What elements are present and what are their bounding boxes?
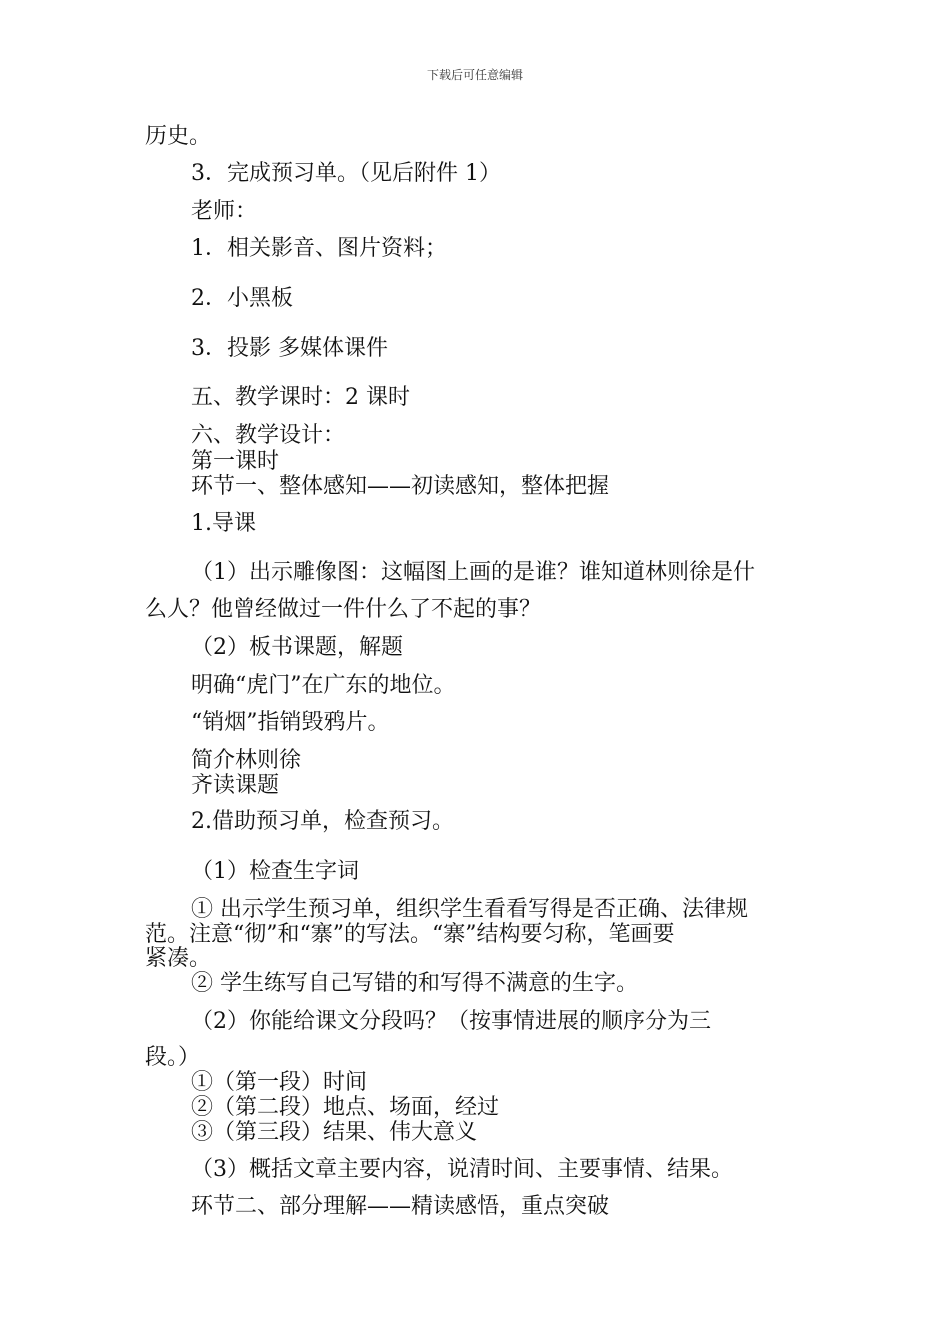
text-line: 齐读课题 <box>191 773 280 798</box>
text-line: 环节二、部分理解——精读感悟，重点突破 <box>191 1194 610 1219</box>
text-line: 段。） <box>145 1045 201 1070</box>
text-line: （2）你能给课文分段吗？（按事情进展的顺序分为三 <box>191 1009 711 1034</box>
text-line: ①（第一段）时间 <box>191 1070 368 1095</box>
page-header: 下载后可任意编辑 <box>426 68 523 82</box>
text-line: （1）检查生字词 <box>191 859 359 884</box>
text-line: 范。注意“彻”和“寨”的写法。“寨”结构要匀称，笔画要 <box>145 922 675 947</box>
text-line: （2）板书课题，解题 <box>191 635 403 660</box>
text-line: 紧凑。 <box>145 946 212 971</box>
text-line: ② 学生练写自己写错的和写得不满意的生字。 <box>191 971 638 996</box>
text-line: 么人？他曾经做过一件什么了不起的事？ <box>145 597 542 622</box>
text-line: 3．完成预习单。（见后附件 1） <box>191 161 501 186</box>
text-line: ① 出示学生预习单，组织学生看看写得是否正确、法律规 <box>191 897 748 922</box>
text-line: ②（第二段）地点、场面，经过 <box>191 1095 500 1120</box>
text-line: 老师： <box>191 199 258 224</box>
text-line: （1）出示雕像图：这幅图上画的是谁？谁知道林则徐是什 <box>191 560 755 585</box>
text-line: 环节一、整体感知——初读感知，整体把握 <box>191 474 610 499</box>
text-line: 1．相关影音、图片资料； <box>191 236 447 261</box>
text-line: （3）概括文章主要内容，说清时间、主要事情、结果。 <box>191 1157 733 1182</box>
text-line: 简介林则徐 <box>191 748 302 773</box>
text-line: “销烟”指销毁鸦片。 <box>191 710 390 735</box>
text-line: 明确“虎门”在广东的地位。 <box>191 673 456 698</box>
text-line: 历史。 <box>145 124 212 149</box>
section-heading: 六、教学设计： <box>191 423 346 448</box>
text-line: 2.借助预习单，检查预习。 <box>191 809 454 834</box>
text-line: 1.导课 <box>191 511 256 536</box>
text-line: 3．投影 多媒体课件 <box>191 336 388 361</box>
text-line: 第一课时 <box>191 449 280 474</box>
text-line: 2．小黑板 <box>191 286 293 311</box>
section-heading: 五、教学课时：2 课时 <box>191 385 410 410</box>
text-line: ③（第三段）结果、伟大意义 <box>191 1120 478 1145</box>
